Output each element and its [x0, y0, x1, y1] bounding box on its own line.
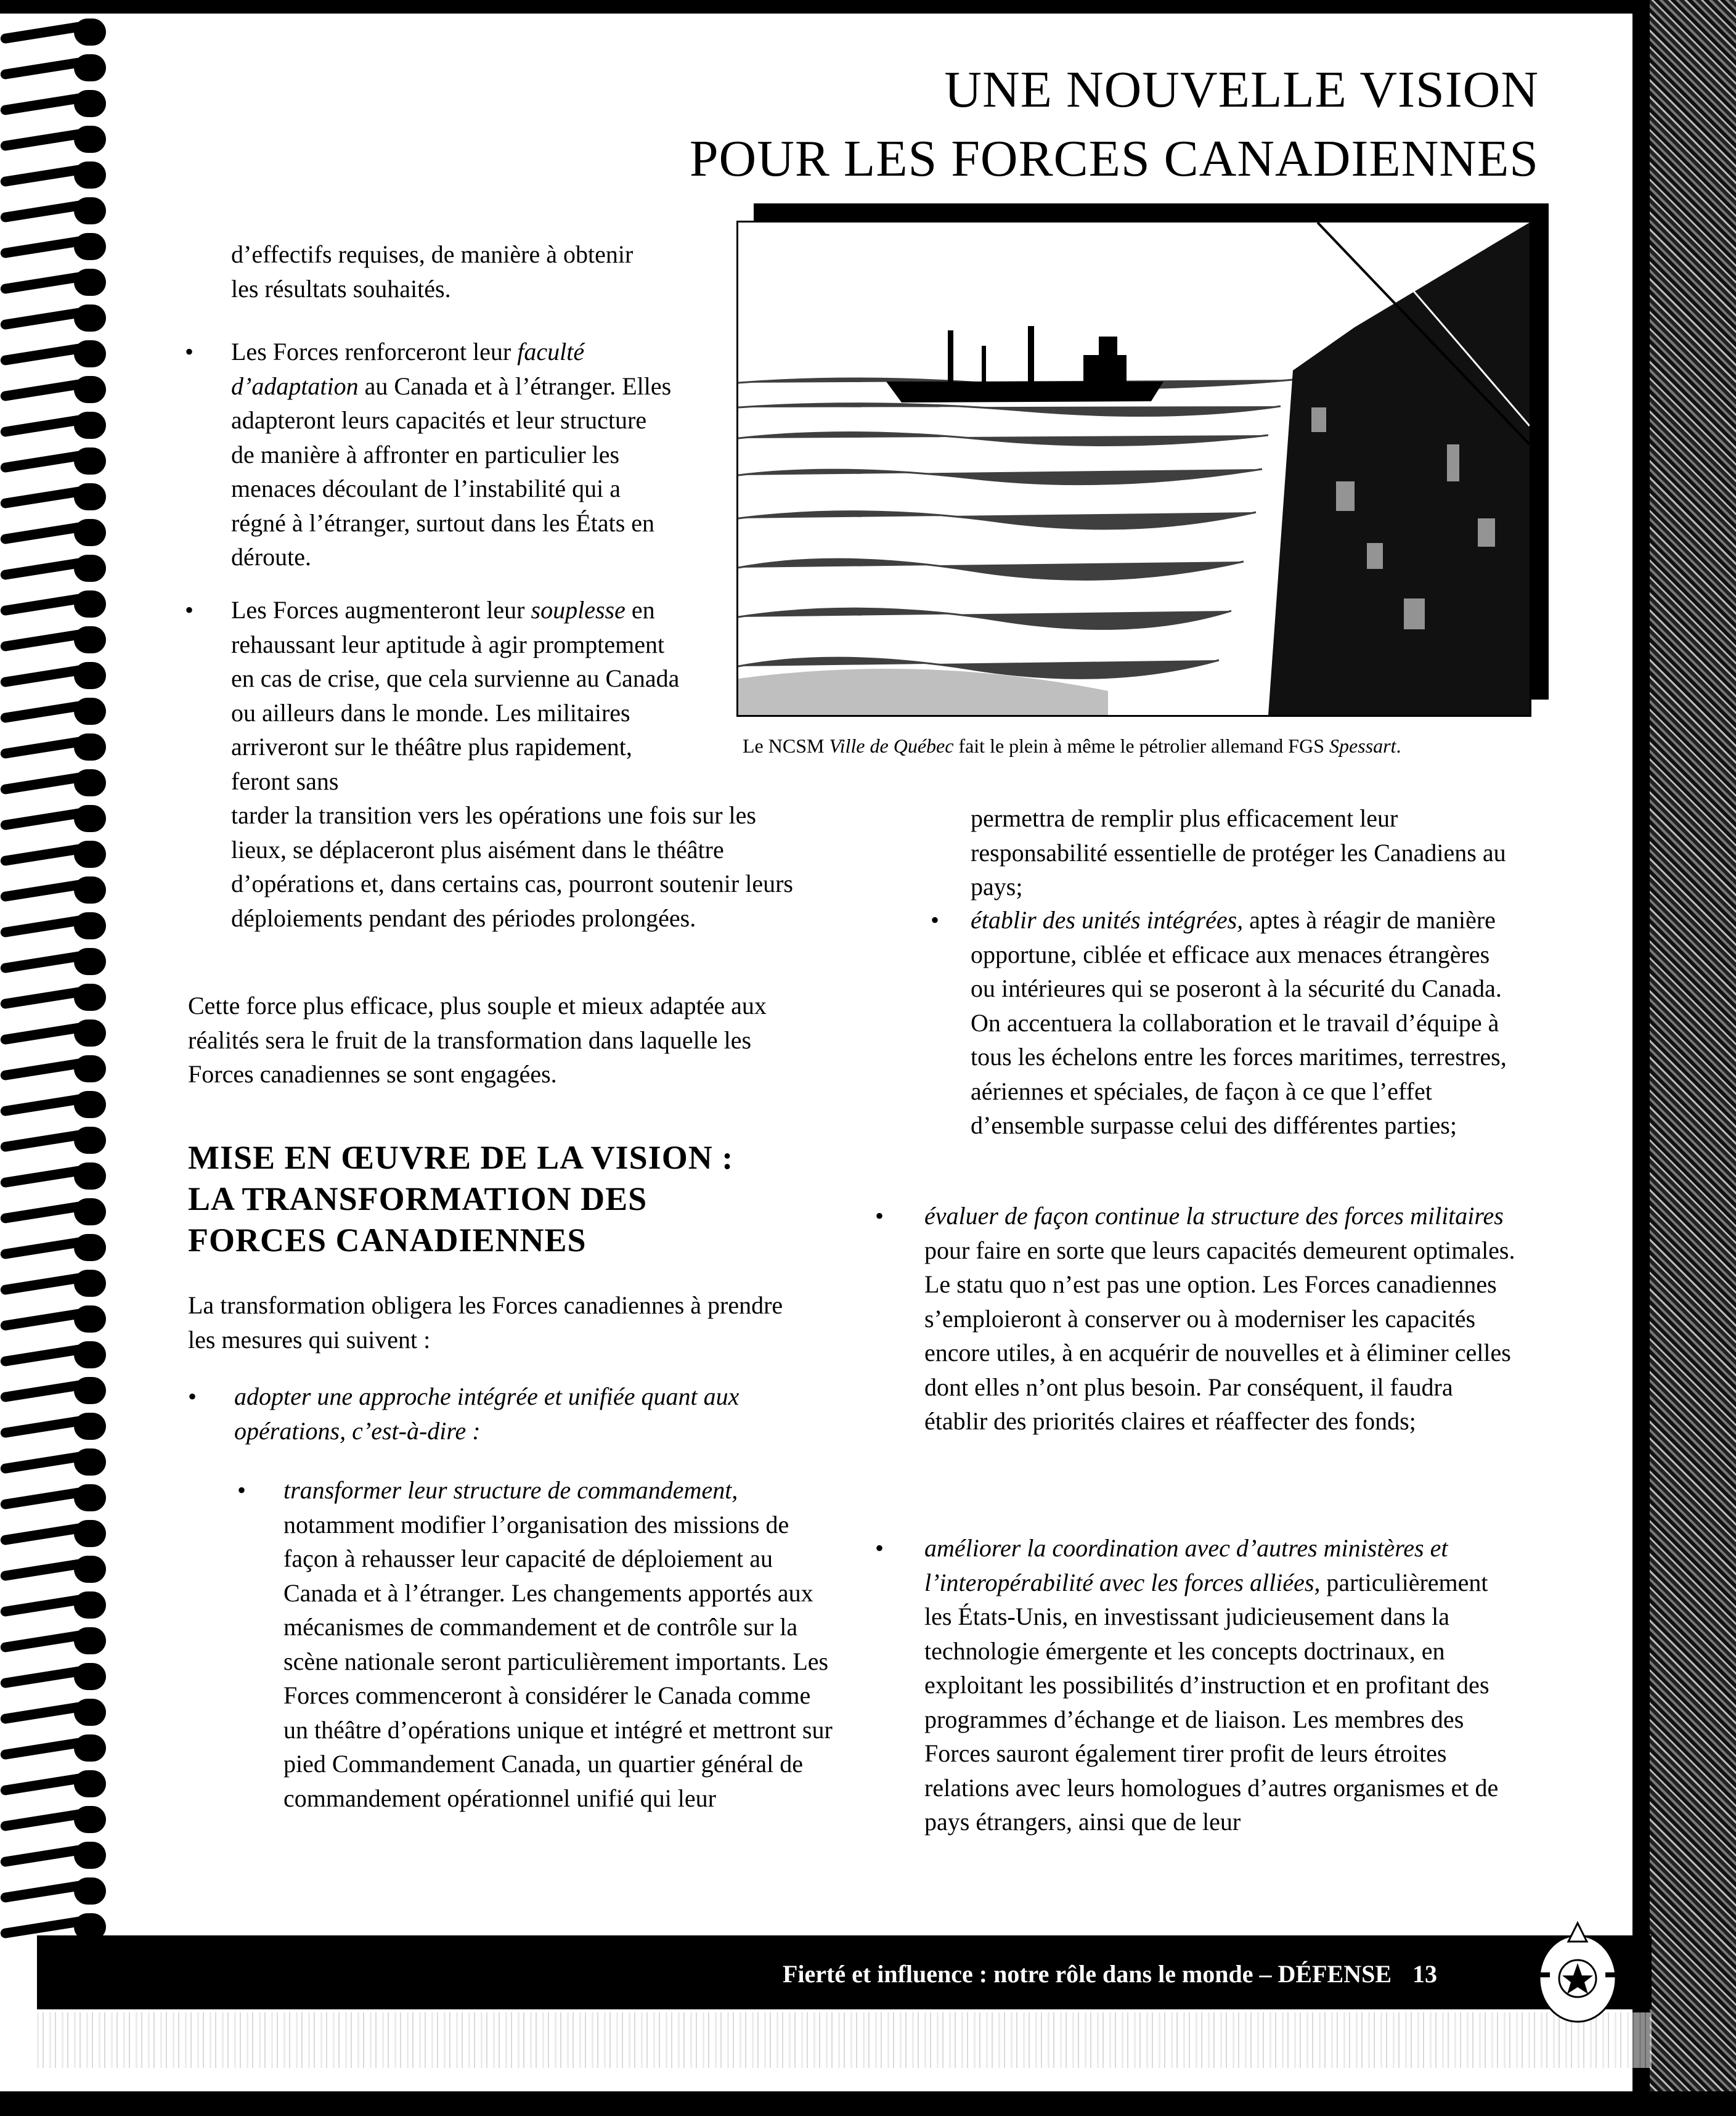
- binding-coil: [0, 876, 108, 904]
- bullet-marker: •: [875, 1202, 884, 1230]
- section-heading: [188, 1137, 835, 1261]
- bullet-emphasis: améliorer la coordination avec d’autres ministères et l’interopérabilité avec les forces alliées,: [924, 1534, 1448, 1596]
- binding-coil: [0, 1162, 108, 1190]
- scan-border-right-edge: [1632, 0, 1650, 2116]
- binding-coil: [0, 269, 108, 296]
- footer-running-title: [783, 1953, 1522, 1996]
- section-heading-line3: FORCES CANADIENNES: [188, 1222, 587, 1259]
- bullet-emphasis: faculté d’adaptation: [231, 338, 585, 400]
- photo-caption: [743, 733, 1550, 758]
- binding-coil: [0, 1448, 108, 1476]
- page-title-line1: UNE NOUVELLE VISION: [944, 61, 1539, 118]
- binding-coil: [0, 1770, 108, 1797]
- binding-coil: [0, 662, 108, 689]
- binding-coil: [0, 340, 108, 367]
- binding-coil: [0, 376, 108, 403]
- binding-coil: [0, 447, 108, 475]
- binding-coil: [0, 1091, 108, 1118]
- bullet-text: en rehaussant leur aptitude à agir promptement en cas de crise, que cela survienne au Canada ou ailleurs dans le monde. Les militaires arriveront sur le théâtre plus rapidement, feront sans: [231, 596, 680, 795]
- bullet-emphasis: adopter une approche intégrée et unifiée quant aux opérations, c’est-à-dire :: [234, 1383, 740, 1445]
- binding-coil: [0, 1806, 108, 1833]
- scan-border-top: [0, 0, 1736, 14]
- binding-coil: [0, 1377, 108, 1404]
- binding-coil: [0, 1699, 108, 1726]
- bullet-text: pour faire en sorte que leurs capacités demeurent optimales. Le statu quo n’est pas une option. Les Forces canadiennes s’emploieront à conserver ou à moderniser les capacités encore utiles, à en acquérir de nouvelles et à éliminer celles dont elles n’ont plus besoin. Par conséquent, il faudra établir des priorités claires et réaffecter des fonds;: [924, 1236, 1515, 1435]
- caption-tanker-name: Spessart: [1329, 735, 1396, 757]
- binding-coil: [0, 912, 108, 939]
- sub-bullet-emphasis: établir des unités intégrées,: [971, 906, 1244, 934]
- bullet-adaptation: [231, 335, 675, 574]
- sub-bullet-command-structure: [283, 1473, 835, 1815]
- bullet-marker: •: [188, 1383, 197, 1410]
- bullet-integrated-approach: [234, 1379, 789, 1448]
- binding-coil: [0, 1484, 108, 1511]
- binding-coil: [0, 1127, 108, 1154]
- binding-coil: [0, 1591, 108, 1619]
- binding-coil: [0, 1270, 108, 1297]
- sub-bullet-marker: •: [237, 1476, 247, 1504]
- binding-coil: [0, 1556, 108, 1583]
- bullet-coordination: [924, 1531, 1516, 1839]
- bullet-flexibility-continuation: tarder la transition vers les opérations une fois sur les lieux, se déplaceront plus aisément dans le théâtre d’opérations et, dans certains cas, pourront soutenir leurs déploiements pendant des périodes prolongées.: [231, 801, 793, 932]
- binding-coil: [0, 805, 108, 832]
- caption-ship-name: Ville de Québec: [829, 735, 954, 757]
- bullet-marker: •: [185, 596, 194, 624]
- binding-coil: [0, 197, 108, 224]
- binding-coil: [0, 626, 108, 653]
- right-continuation: permettra de remplir plus efficacement leur responsabilité essentielle de protéger les Canadiens au pays;: [971, 804, 1506, 901]
- bullet-emphasis: évaluer de façon continue la structure des forces militaires: [924, 1202, 1504, 1230]
- spiral-binding: [0, 18, 123, 1960]
- caption-text-mid: fait le plein à même le pétrolier allemand FGS: [953, 735, 1329, 757]
- binding-coil: [0, 698, 108, 725]
- bullet-flexibility: [231, 593, 687, 798]
- sub-bullet-text: aptes à réagir de manière opportune, ciblée et efficace aux menaces étrangères ou intérieures qui se poseront à la sécurité du Canada. On accentuera la collaboration et le travail d’équipe à tous les échelons entre les forces maritimes, terrestres, aériennes et spéciales, de façon à ce que l’effet d’ensemble surpasse celui des différentes parties;: [971, 906, 1507, 1139]
- scan-border-right: [1650, 0, 1736, 2116]
- ship-refueling-illustration: [738, 223, 1530, 715]
- sub-bullet-text: notamment modifier l’organisation des missions de façon à rehausser leur capacité de déploiement au Canada et à l’étranger. Les changements apportés aux mécanismes de commandement et de contrôle sur la scène nationale seront particulièrement importants. Les Forces commenceront à considérer le Canada comme un théâtre d’opérations unique et intégré et mettront sur pied Commandement Canada, un quartier général de commandement opérationnel unifié qui leur: [283, 1510, 833, 1812]
- binding-coil: [0, 984, 108, 1011]
- intro-paragraph: [231, 237, 699, 306]
- bullet-text: Les Forces augmenteront leur: [231, 596, 531, 624]
- binding-coil: [0, 769, 108, 796]
- binding-coil: [0, 1341, 108, 1368]
- binding-coil: [0, 1019, 108, 1047]
- page-title-line2: POUR LES FORCES CANADIENNES: [689, 130, 1539, 187]
- caption-end: .: [1396, 735, 1401, 757]
- binding-coil: [0, 1234, 108, 1261]
- closing-paragraph: Cette force plus efficace, plus souple et mieux adaptée aux réalités sera le fruit de la transformation dans laquelle les Forces canadiennes se sont engagées.: [188, 992, 767, 1088]
- page-title: [690, 55, 1539, 194]
- binding-coil: [0, 1877, 108, 1905]
- bullet-text: particulièrement les États-Unis, en investissant judicieusement dans la technologie émergente et les concepts doctrinaux, en exploitant les possibilités d’instruction et en profitant des programmes d’échange et de liaison. Les membres des Forces sauront également tirer profit de leurs étroites relations avec leurs homologues d’autres organismes et de pays étrangers, ainsi que de leur: [924, 1568, 1499, 1836]
- binding-coil: [0, 1734, 108, 1762]
- binding-coil: [0, 1413, 108, 1440]
- footer-title: Fierté et influence : notre rôle dans le monde – DÉFENSE: [783, 1960, 1392, 1988]
- binding-coil: [0, 161, 108, 189]
- sub-bullet-emphasis: transformer leur structure de commandement,: [283, 1476, 738, 1504]
- binding-coil: [0, 1842, 108, 1869]
- bullet-emphasis: souplesse: [531, 596, 626, 624]
- bullet-marker: •: [185, 338, 194, 366]
- binding-coil: [0, 412, 108, 439]
- scan-border-bottom: [0, 2091, 1736, 2116]
- binding-coil: [0, 590, 108, 618]
- bullet-text: Les Forces renforceront leur: [231, 338, 518, 366]
- bullet-text: au Canada et à l’étranger. Elles adapteront leurs capacités et leur structure de manière à affronter en particulier les menaces découlant de l’instabilité qui a régné à l’étranger, surtout dans les États en déroute.: [231, 372, 672, 571]
- binding-coil: [0, 18, 108, 46]
- photo-figure: [736, 221, 1531, 717]
- binding-coil: [0, 1198, 108, 1225]
- binding-coil: [0, 733, 108, 761]
- binding-coil: [0, 1305, 108, 1333]
- bullet-marker: •: [875, 1534, 884, 1562]
- binding-coil: [0, 1520, 108, 1547]
- binding-coil: [0, 233, 108, 260]
- canadian-forces-emblem-icon: [1513, 1911, 1642, 2034]
- section-heading-line2: LA TRANSFORMATION DES: [188, 1180, 648, 1217]
- binding-coil: [0, 126, 108, 153]
- binding-coil: [0, 1627, 108, 1654]
- binding-coil: [0, 483, 108, 510]
- sub-bullet-integrated-units: [971, 903, 1513, 1143]
- intro-line2: les résultats souhaités.: [231, 274, 451, 303]
- bullet-evaluate-structure: [924, 1199, 1516, 1439]
- binding-coil: [0, 1055, 108, 1082]
- binding-coil: [0, 304, 108, 332]
- binding-coil: [0, 1663, 108, 1690]
- binding-coil: [0, 948, 108, 975]
- binding-coil: [0, 555, 108, 582]
- ship-photo: [736, 221, 1531, 717]
- section-intro: La transformation obligera les Forces canadiennes à prendre les mesures qui suivent :: [188, 1291, 783, 1354]
- sub-bullet-marker: •: [931, 906, 940, 934]
- section-heading-line1: MISE EN ŒUVRE DE LA VISION :: [188, 1139, 734, 1176]
- caption-text: Le NCSM: [743, 735, 829, 757]
- binding-coil: [0, 90, 108, 117]
- binding-coil: [0, 519, 108, 546]
- binding-coil: [0, 841, 108, 868]
- page-number: 13: [1412, 1960, 1438, 1988]
- footer-texture: [37, 2012, 1652, 2068]
- intro-line1: d’effectifs requises, de manière à obtenir: [231, 240, 634, 268]
- binding-coil: [0, 54, 108, 81]
